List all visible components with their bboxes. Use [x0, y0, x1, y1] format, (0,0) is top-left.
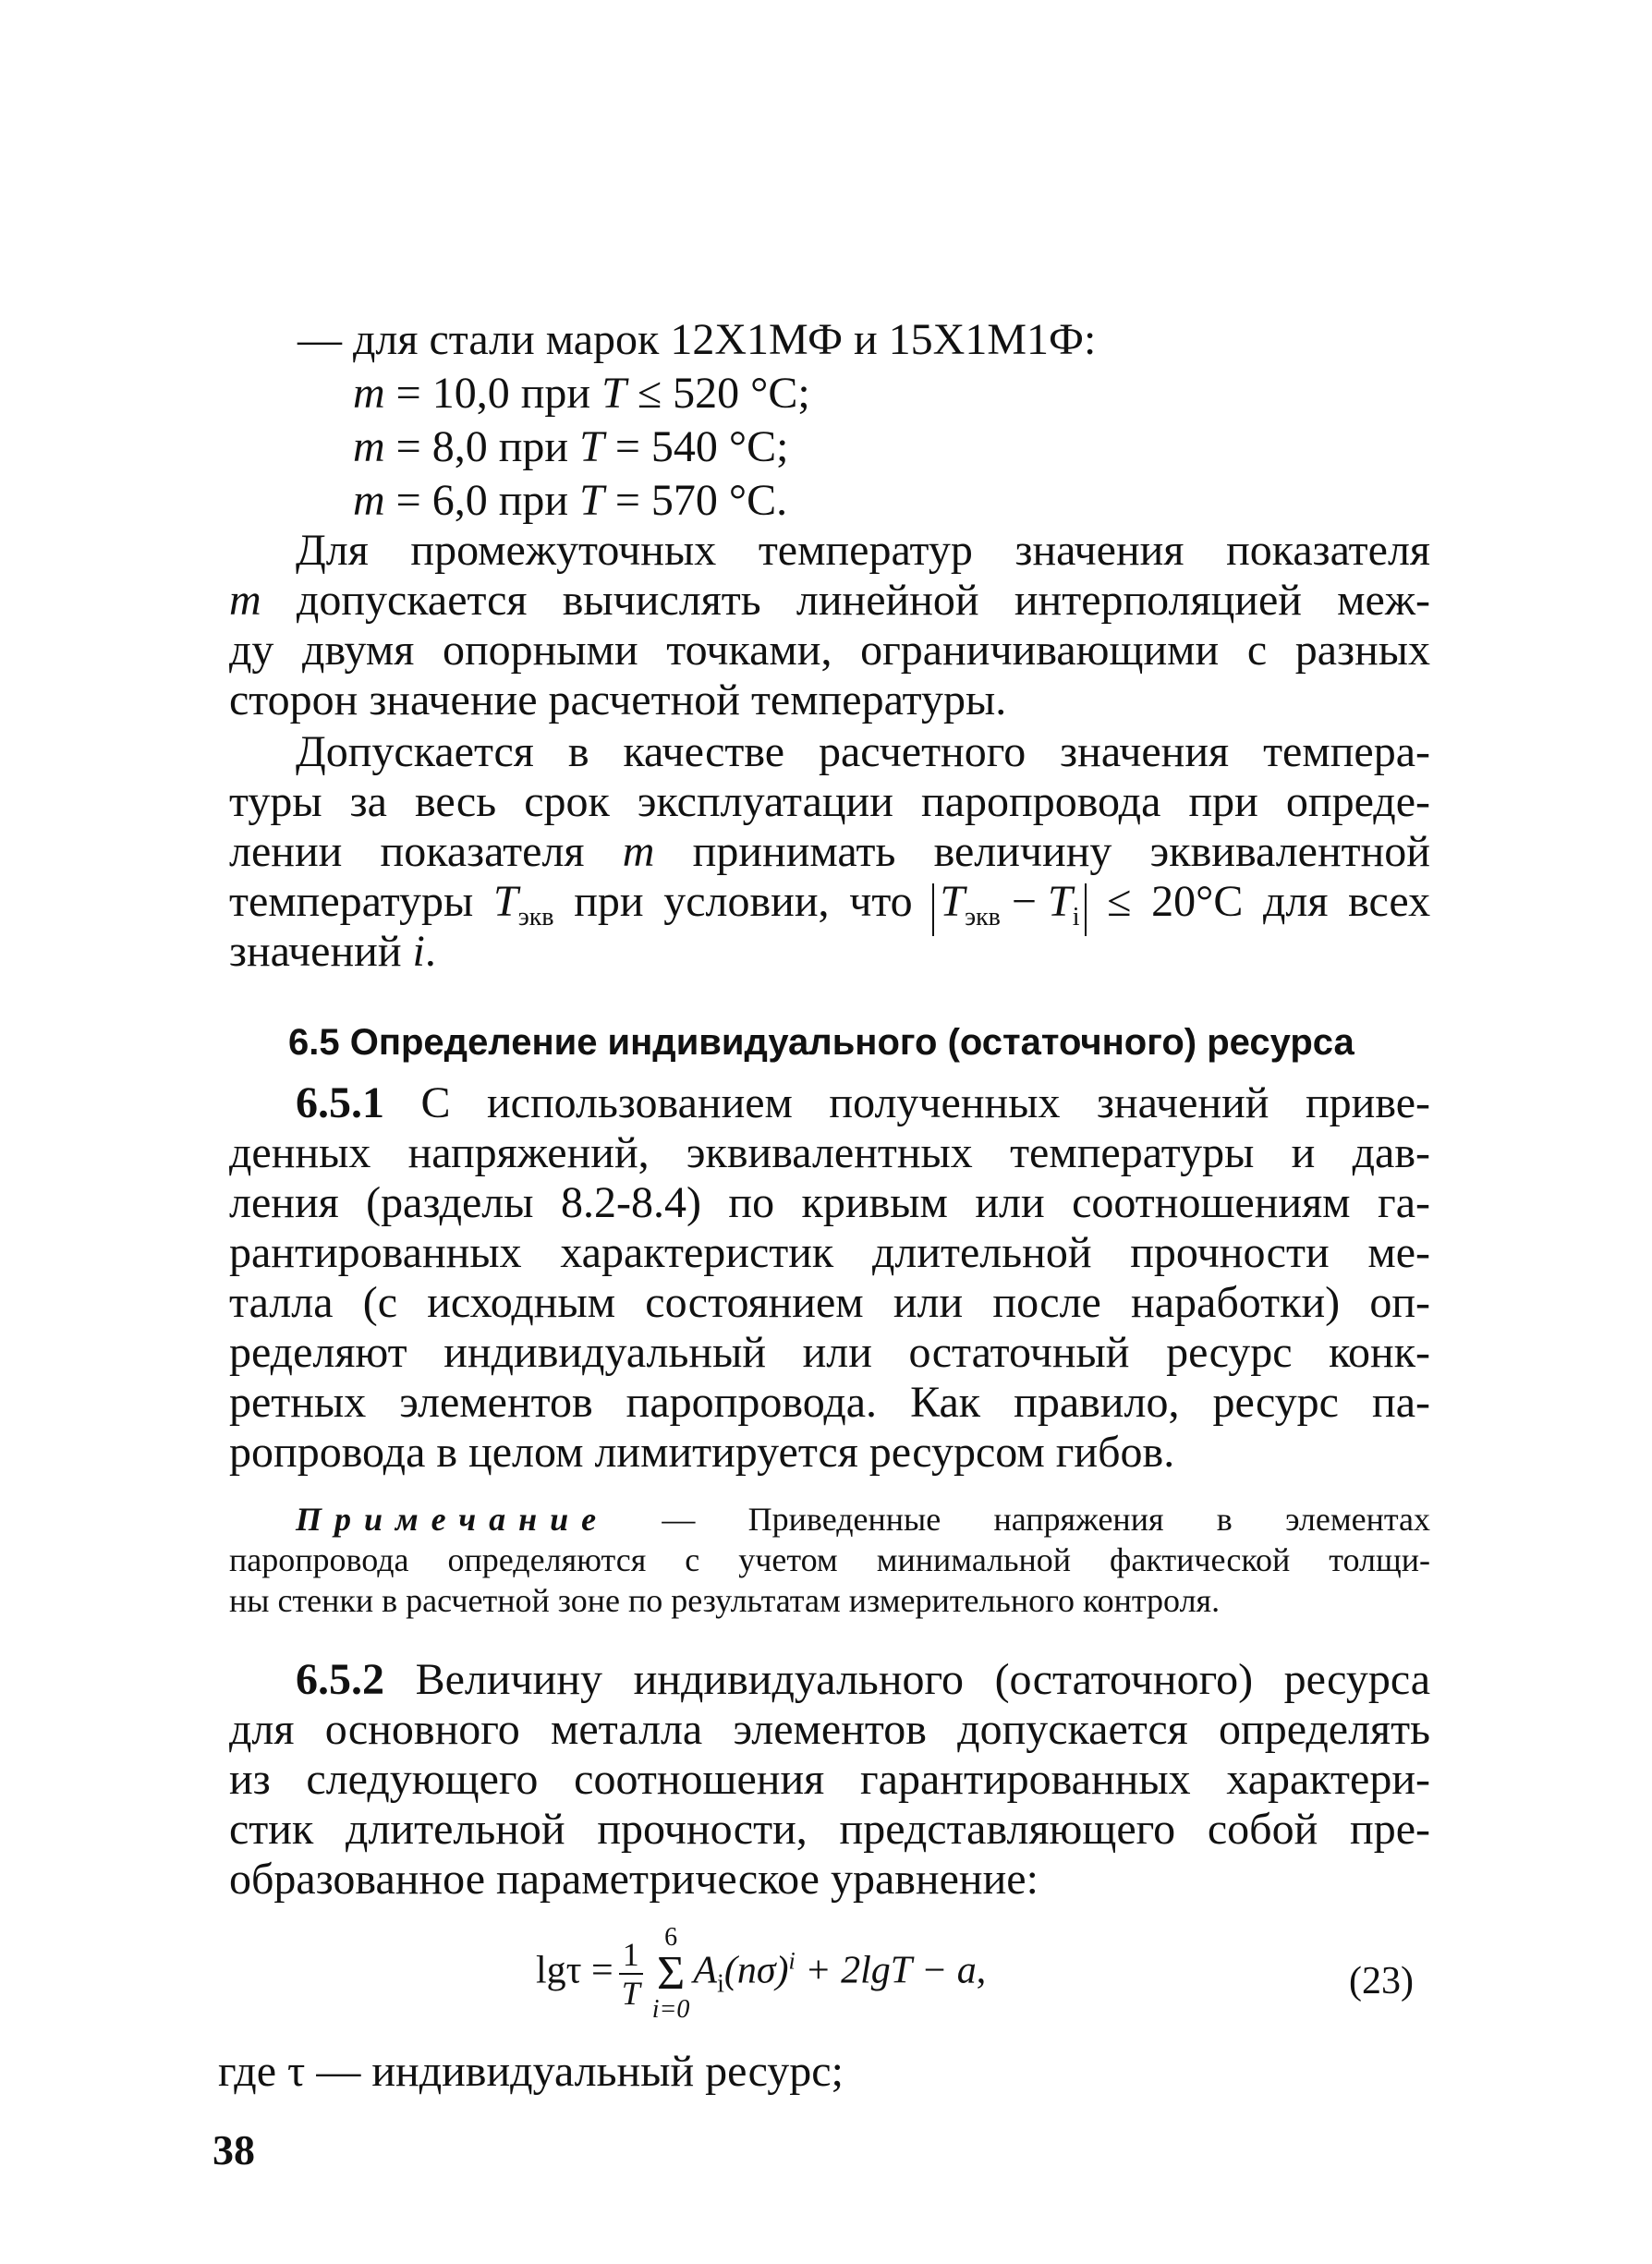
- para2-line-4: температуры $T_{экв}$ при условии, что $T_{экв} - T_i \le 20^\circ С$ для всех: [229, 876, 1430, 943]
- para651-line-3: ления (разделы 8.2-8.4) по кривым или соотношениям га-: [229, 1178, 1430, 1227]
- note-line-2: паропровода определяются с учетом минимальной фактической толщи-: [229, 1541, 1430, 1578]
- list-item-1: m = 10,0 при T ≤ 520 °С;: [353, 369, 810, 418]
- abs-expression: $T_{экв} - T_i$: [932, 883, 1087, 936]
- where-line: где τ — индивидуальный ресурс;: [218, 2047, 844, 2096]
- para651-line-6: ределяют индивидуальный или остаточный ресурс конк-: [229, 1328, 1430, 1377]
- section-heading: 6.5 Определение индивидуального (остаточного) ресурса: [288, 1022, 1354, 1063]
- para651-line-1: 6.5.1 С использованием полученных значений приве-: [296, 1078, 1431, 1127]
- para1-line-4: сторон значение расчетной температуры.: [229, 676, 1007, 724]
- para1-line-1: Для промежуточных температур значения показателя: [296, 526, 1430, 575]
- para2-line-1: Допускается в качестве расчетного значения темпера-: [296, 727, 1430, 776]
- formula-sum: 6 Σ i=0: [651, 1923, 690, 2024]
- para652-line-3: из следующего соотношения гарантированных характери-: [229, 1755, 1430, 1804]
- formula-number: (23): [1349, 1960, 1414, 2002]
- para651-line-7: ретных элементов паропровода. Как правило, ресурс па-: [229, 1378, 1430, 1427]
- para652-line-1: 6.5.2 Величину индивидуального (остаточного) ресурса: [296, 1655, 1431, 1704]
- page-number: 38: [213, 2126, 255, 2173]
- para2-line-5: значений i.: [229, 927, 436, 976]
- formula-23: lgτ = $\frac{1}{T}$ 6 Σ i=0 $A_i(n\sigma)^i + 2\lg T - a$,: [536, 1923, 987, 2024]
- para1-line-3: ду двумя опорными точками, ограничивающими с разных: [229, 626, 1430, 675]
- para652-line-2: для основного металла элементов допускается определять: [229, 1705, 1430, 1754]
- list-intro: — для стали марок 12Х1МФ и 15Х1М1Ф:: [298, 315, 1097, 364]
- note-label: Примечание: [296, 1501, 610, 1538]
- formula-fraction: $\frac{1}{T}$: [619, 1936, 643, 2012]
- para651-line-2: денных напряжений, эквивалентных температуры и дав-: [229, 1128, 1430, 1177]
- para651-line-8: ропровода в целом лимитируется ресурсом гибов.: [229, 1428, 1175, 1477]
- list-item-2: m = 8,0 при T = 540 °С;: [353, 422, 789, 471]
- para651-line-4: рантированных характеристик длительной прочности ме-: [229, 1228, 1430, 1277]
- para651-line-5: талла (с исходным состоянием или после наработки) оп-: [229, 1278, 1430, 1327]
- note-line-1: Примечание — Приведенные напряжения в элементах: [296, 1501, 1430, 1538]
- para1-line-2: m допускается вычислять линейной интерполяцией меж-: [229, 576, 1431, 625]
- para652-line-4: стик длительной прочности, представляющего собой пре-: [229, 1805, 1430, 1854]
- para652-line-5: образованное параметрическое уравнение:: [229, 1855, 1039, 1904]
- para2-line-3: лении показателя m принимать величину эквивалентной: [229, 827, 1430, 876]
- para2-line-2: туры за весь срок эксплуатации паропровода при опреде-: [229, 777, 1430, 826]
- note-line-3: ны стенки в расчетной зоне по результатам измерительного контроля.: [229, 1582, 1221, 1619]
- list-item-3: m = 6,0 при T = 570 °С.: [353, 476, 788, 525]
